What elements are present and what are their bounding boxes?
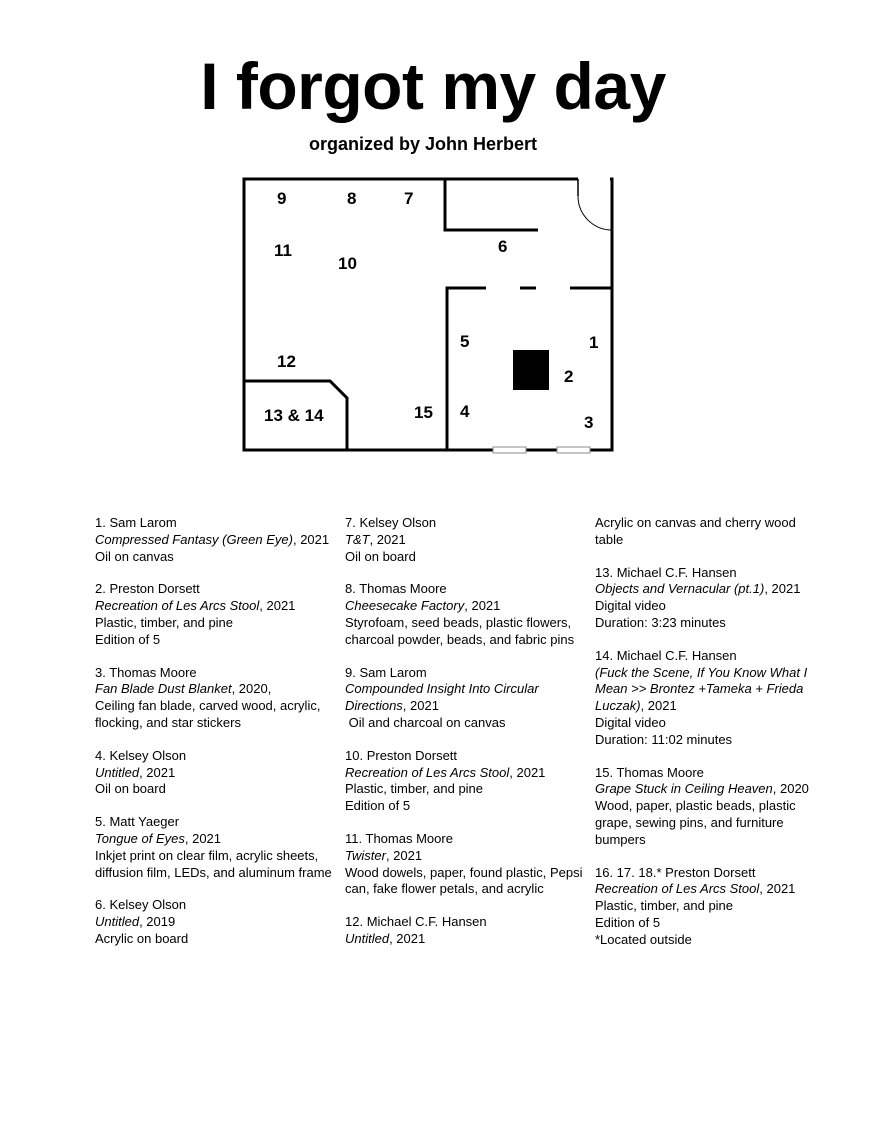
- plan-label: 6: [498, 237, 508, 256]
- door-swing: [578, 196, 612, 230]
- pedestal: [513, 350, 549, 390]
- partition-6: [445, 179, 538, 230]
- artwork-entry: 5. Matt Yaeger Tongue of Eyes, 2021 Inkjet print on clear film, acrylic sheets, diffusion film, LEDs, and aluminum frame: [95, 814, 332, 880]
- artwork-entry: 13. Michael C.F. Hansen Objects and Vernacular (pt.1), 2021 Digital video Duration: 3:23 minutes: [595, 564, 801, 630]
- plan-label: 1: [589, 333, 599, 352]
- artwork-entry: 12. Michael C.F. Hansen Untitled, 2021: [345, 914, 487, 946]
- inner-room-wall: [447, 288, 486, 450]
- artwork-entry: 3. Thomas Moore Fan Blade Dust Blanket, 2020, Ceiling fan blade, carved wood, acrylic, flocking, and star stickers: [95, 664, 325, 730]
- plan-label: 10: [338, 254, 357, 273]
- plan-label: 3: [584, 413, 594, 432]
- plan-label: 12: [277, 352, 296, 371]
- artwork-entry: 15. Thomas Moore Grape Stuck in Ceiling Heaven, 2020 Wood, paper, plastic beads, plastic grape, sewing pins, and furniture bumpers: [595, 764, 809, 847]
- plan-label: 13 & 14: [264, 406, 324, 425]
- artwork-entry: 16. 17. 18.* Preston Dorsett Recreation of Les Arcs Stool, 2021 Plastic, timber, and pine Edition of 5 *Located outside: [595, 864, 796, 947]
- plan-label: 8: [347, 189, 357, 208]
- organizer-credit: organized by John Herbert: [308, 134, 538, 154]
- artwork-entry: 2. Preston Dorsett Recreation of Les Arcs Stool, 2021 Plastic, timber, and pine Edition of 5: [95, 581, 296, 647]
- plan-label: 15: [414, 403, 433, 422]
- checklist-column-2: [345, 515, 595, 964]
- artwork-entry: 14. Michael C.F. Hansen (Fuck the Scene, If You Know What I Mean >> Brontez +Tameka + Frieda Luczak), 2021 Digital video Duration: 11:02 minutes: [595, 647, 811, 747]
- plan-label: 7: [404, 189, 414, 208]
- artwork-entry: 10. Preston Dorsett Recreation of Les Arcs Stool, 2021 Plastic, timber, and pine Edition of 5: [345, 747, 546, 814]
- artwork-entry: 9. Sam Larom Compounded Insight Into Circular Directions, 2021 Oil and charcoal on canvas: [345, 664, 543, 730]
- plan-label: 9: [277, 189, 287, 208]
- plan-label: 11: [274, 241, 292, 260]
- artwork-entry: 11. Thomas Moore Twister, 2021 Wood dowels, paper, found plastic, Pepsi can, fake flower petals, and acrylic: [345, 830, 587, 897]
- artwork-entry: 6. Kelsey Olson Untitled, 2019 Acrylic on board: [95, 897, 189, 946]
- plan-label: 4: [460, 402, 470, 421]
- checklist-column-3: [595, 515, 810, 965]
- artwork-entry: 4. Kelsey Olson Untitled, 2021 Oil on board: [95, 747, 187, 797]
- page-title: I forgot my day: [200, 49, 666, 123]
- plan-label: 5: [460, 332, 470, 351]
- artwork-entry: 1. Sam Larom Compressed Fantasy (Green Eye), 2021 Oil on canvas: [95, 515, 330, 564]
- checklist-column-1: [95, 515, 345, 964]
- artwork-entry-continued: Acrylic on canvas and cherry wood table: [595, 515, 800, 547]
- plan-label: 2: [564, 367, 574, 386]
- artwork-entry: 7. Kelsey Olson T&T, 2021 Oil on board: [345, 515, 437, 564]
- floor-plan: [236, 170, 616, 458]
- artwork-entry: 8. Thomas Moore Cheesecake Factory, 2021 Styrofoam, seed beads, plastic flowers, charcoal powder, beads, and fabric pins: [345, 581, 575, 647]
